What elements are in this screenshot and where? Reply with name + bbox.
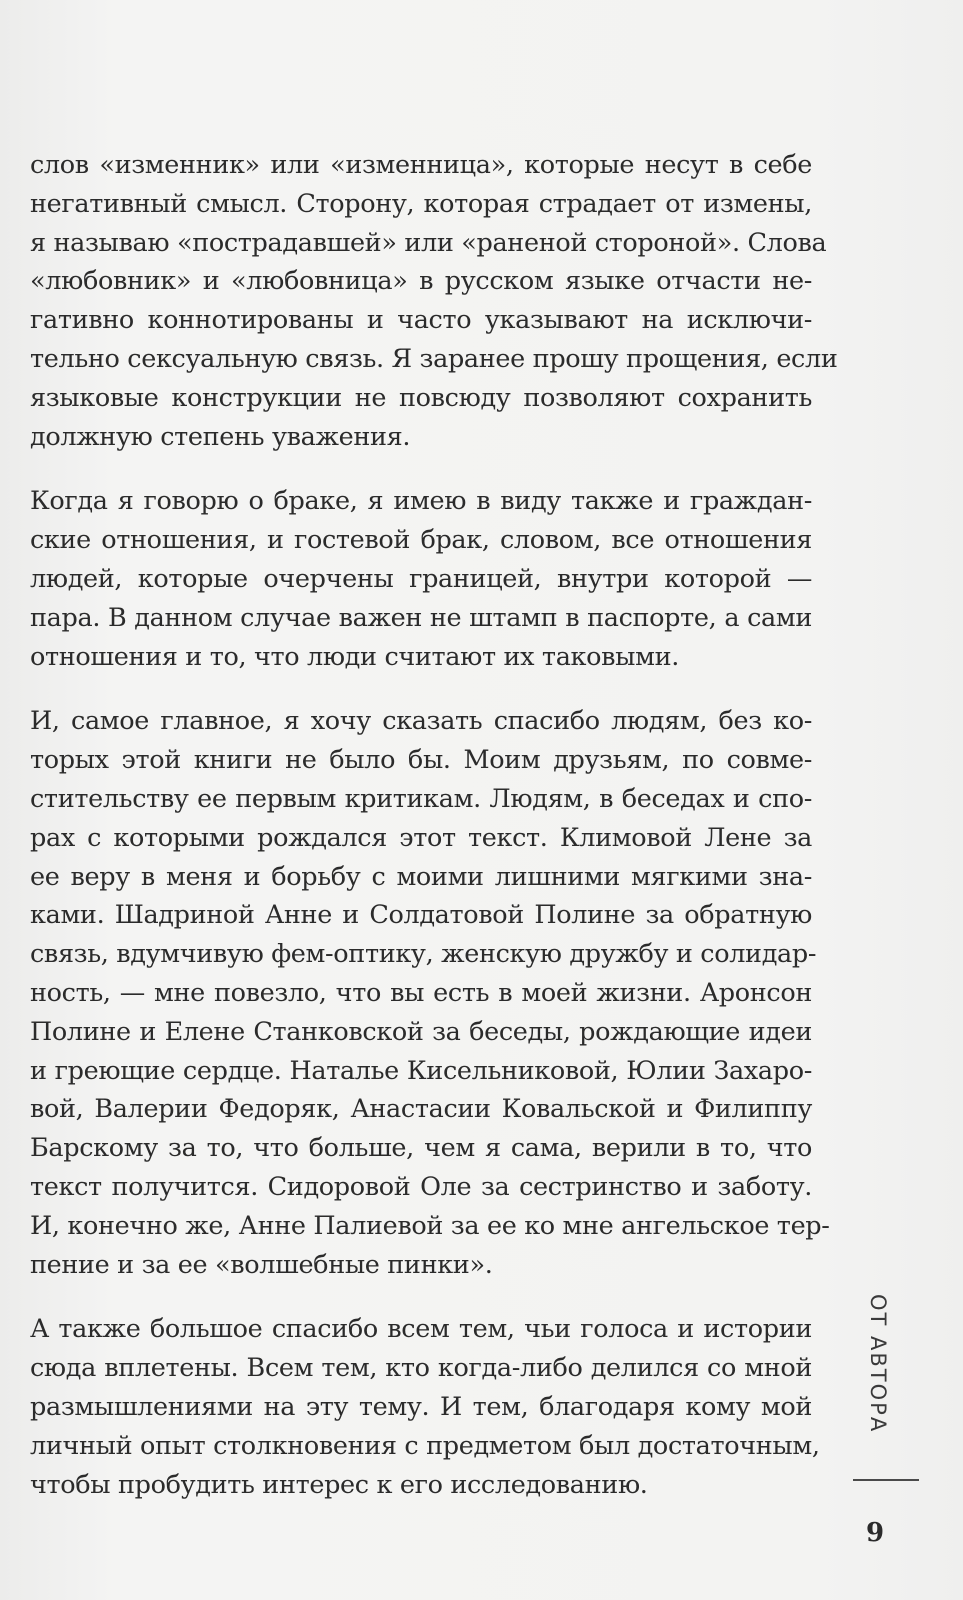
text-line: «любовник» и «любовница» в русском языке отчасти не- xyxy=(30,266,812,297)
text-line: размышлениями на эту тему. И тем, благодаря кому мой xyxy=(30,1391,812,1422)
text-line: я называю «пострадавшей» или «раненой стороной». Слова xyxy=(30,227,827,258)
text-line: пение и за ее «волшебные пинки». xyxy=(30,1249,493,1280)
text-line: ками. Шадриной Анне и Солдатовой Полине за обратную xyxy=(30,900,812,931)
text-line: ские отношения, и гостевой брак, словом, все отношения xyxy=(30,525,812,556)
page-number: 9 xyxy=(866,1518,885,1548)
text-line: пара. В данном случае важен не штамп в паспорте, а сами xyxy=(30,602,812,633)
section-label: ОТ АВТОРА xyxy=(866,1294,890,1434)
text-line: И, самое главное, я хочу сказать спасибо людям, без ко- xyxy=(30,706,812,737)
text-line: А также большое спасибо всем тем, чьи голоса и истории xyxy=(30,1314,812,1345)
text-line: стительству ее первым критикам. Людям, в беседах и спо- xyxy=(30,783,812,814)
text-line: языковые конструкции не повсюду позволяют сохранить xyxy=(30,382,812,413)
text-line: гативно коннотированы и часто указывают на исключи- xyxy=(30,305,812,336)
body-text xyxy=(30,146,838,1530)
text-line: торых этой книги не было бы. Моим друзьям, по совме- xyxy=(30,745,812,776)
text-line: ность, — мне повезло, что вы есть в моей жизни. Аронсон xyxy=(30,977,812,1008)
text-line: текст получится. Сидоровой Оле за сестринство и заботу. xyxy=(30,1171,812,1202)
text-line: негативный смысл. Сторону, которая страдает от измены, xyxy=(30,188,812,219)
text-line: личный опыт столкновения с предметом был достаточным, xyxy=(30,1430,820,1461)
text-line: ее веру в меня и борьбу с моими лишними мягкими зна- xyxy=(30,861,812,892)
text-line: слов «изменник» или «изменница», которые несут в себе xyxy=(30,150,812,180)
text-line: И, конечно же, Анне Палиевой за ее ко мне ангельское тер- xyxy=(30,1210,830,1241)
text-line: отношения и то, что люди считают их таковыми. xyxy=(30,641,679,672)
text-line: связь, вдумчивую фем-оптику, женскую дружбу и солидар- xyxy=(30,939,817,970)
text-line: Полине и Елене Станковской за беседы, рождающие идеи xyxy=(30,1016,812,1047)
section-divider xyxy=(853,1479,919,1481)
text-line: Барскому за то, что больше, чем я сама, верили в то, что xyxy=(30,1133,812,1164)
text-line: Когда я говорю о браке, я имею в виду также и граждан- xyxy=(30,486,812,517)
paragraph-marriage xyxy=(30,482,812,676)
text-line: вой, Валерии Федоряк, Анастасии Ковальской и Филиппу xyxy=(30,1094,812,1125)
text-line: чтобы пробудить интерес к его исследованию. xyxy=(30,1469,648,1500)
text-line: рах с которыми рождался этот текст. Климовой Лене за xyxy=(30,822,812,853)
text-line: сюда вплетены. Всем тем, кто когда-либо делился со мной xyxy=(30,1353,812,1384)
text-line: тельно сексуальную связь. Я заранее прошу прощения, если xyxy=(30,343,838,374)
paragraph-acknowledgements xyxy=(30,702,830,1284)
paragraph-terminology xyxy=(30,146,838,456)
paragraph-thanks-voices xyxy=(30,1310,820,1504)
text-line: людей, которые очерчены границей, внутри которой — xyxy=(30,563,812,594)
text-line: и греющие сердце. Наталье Кисельниковой, Юлии Захаро- xyxy=(30,1055,812,1086)
text-line: должную степень уважения. xyxy=(30,421,411,452)
